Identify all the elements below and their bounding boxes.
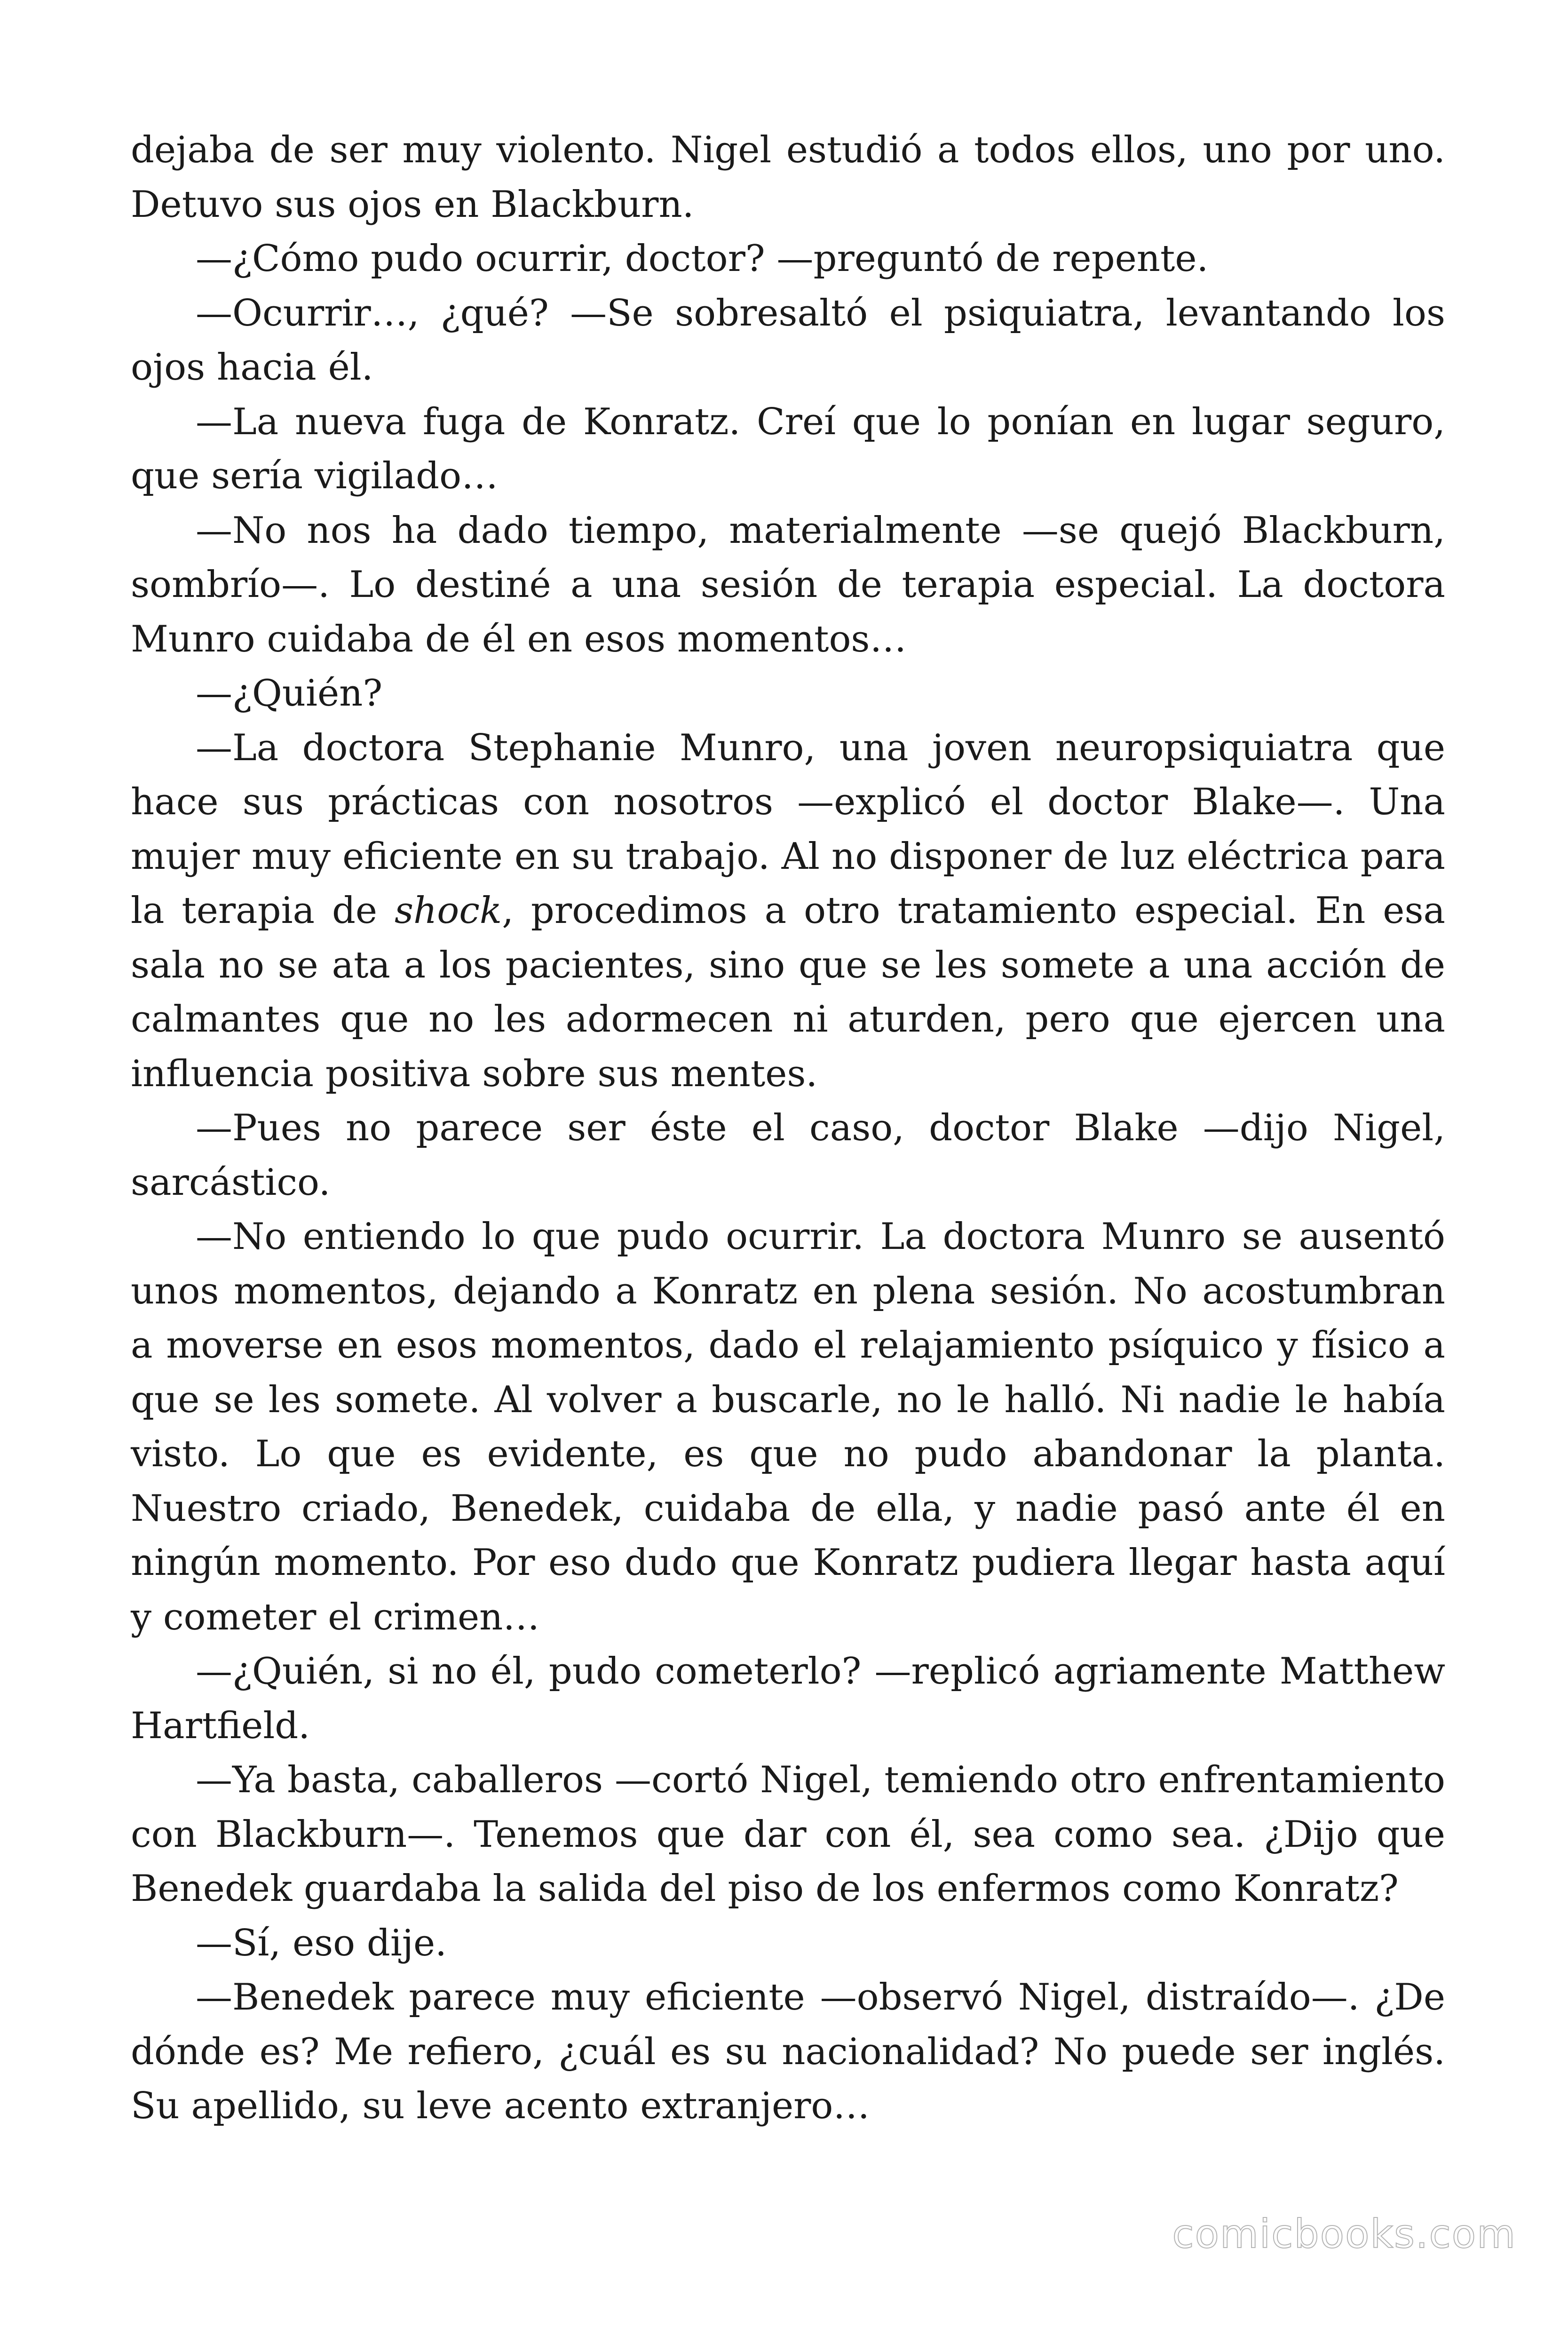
- watermark: comicbooks.com: [1172, 2211, 1516, 2257]
- paragraph: —Benedek parece muy eficiente —observó Nigel, distraído—. ¿De dónde es? Me refiero, ¿cuál es su nacionalidad? No puede ser inglés. Su apellido, su leve acento extranjero…: [131, 1976, 1445, 2127]
- paragraph-text: , procedimos a otro tratamiento especial. En esa sala no se ata a los pacientes, sino que se les somete a una acción de calmantes que no les adormecen ni aturden, pero que ejercen una influencia positiva sobre sus mentes.: [131, 890, 1445, 1095]
- body-text: [131, 123, 1445, 2134]
- paragraph: —Ocurrir…, ¿qué? —Se sobresaltó el psiquiatra, levantando los ojos hacia él.: [131, 292, 1445, 389]
- paragraph: —¿Quién, si no él, pudo cometerlo? —replicó agriamente Matthew Hartfield.: [131, 1650, 1445, 1747]
- paragraph: —La nueva fuga de Konratz. Creí que lo ponían en lugar seguro, que sería vigilado…: [131, 400, 1445, 497]
- paragraph: —No nos ha dado tiempo, materialmente —se quejó Blackburn, sombrío—. Lo destiné a una sesión de terapia especial. La doctora Munro cuidaba de él en esos momentos…: [131, 509, 1445, 660]
- paragraph: —No entiendo lo que pudo ocurrir. La doctora Munro se ausentó unos momentos, dejando a Konratz en plena sesión. No acostumbran a moverse en esos momentos, dado el relajamiento psíquico y físico a que se les somete. Al volver a buscarle, no le halló. Ni nadie le había visto. Lo que es evidente, es que no pudo abandonar la planta. Nuestro criado, Benedek, cuidaba de ella, y nadie pasó ante él en ningún momento. Por eso dudo que Konratz pudiera llegar hasta aquí y cometer el crimen…: [131, 1216, 1445, 1638]
- paragraph: —Pues no parece ser éste el caso, doctor Blake —dijo Nigel, sarcástico.: [131, 1107, 1445, 1204]
- paragraph: —Ya basta, caballeros —cortó Nigel, temiendo otro enfrentamiento con Blackburn—. Tenemos que dar con él, sea como sea. ¿Dijo que Benedek guardaba la salida del piso de los enfermos como Konratz?: [131, 1759, 1445, 1910]
- paragraph: [131, 721, 1445, 1102]
- paragraph: —Sí, eso dije.: [196, 1922, 447, 1964]
- paragraph: —¿Quién?: [196, 672, 383, 715]
- italic-term: shock: [395, 890, 502, 932]
- paragraph-text: —La doctora Stephanie Munro, una joven neuropsiquiatra que hace sus prácticas con nosotros —explicó el doctor Blake—. Una mujer muy eficiente en su trabajo. Al no disponer de luz eléctrica para la terapia de: [131, 726, 1445, 932]
- paragraph: —¿Cómo pudo ocurrir, doctor? —preguntó de repente.: [196, 238, 1209, 280]
- paragraph: dejaba de ser muy violento. Nigel estudió a todos ellos, uno por uno. Detuvo sus ojos en Blackburn.: [131, 129, 1445, 226]
